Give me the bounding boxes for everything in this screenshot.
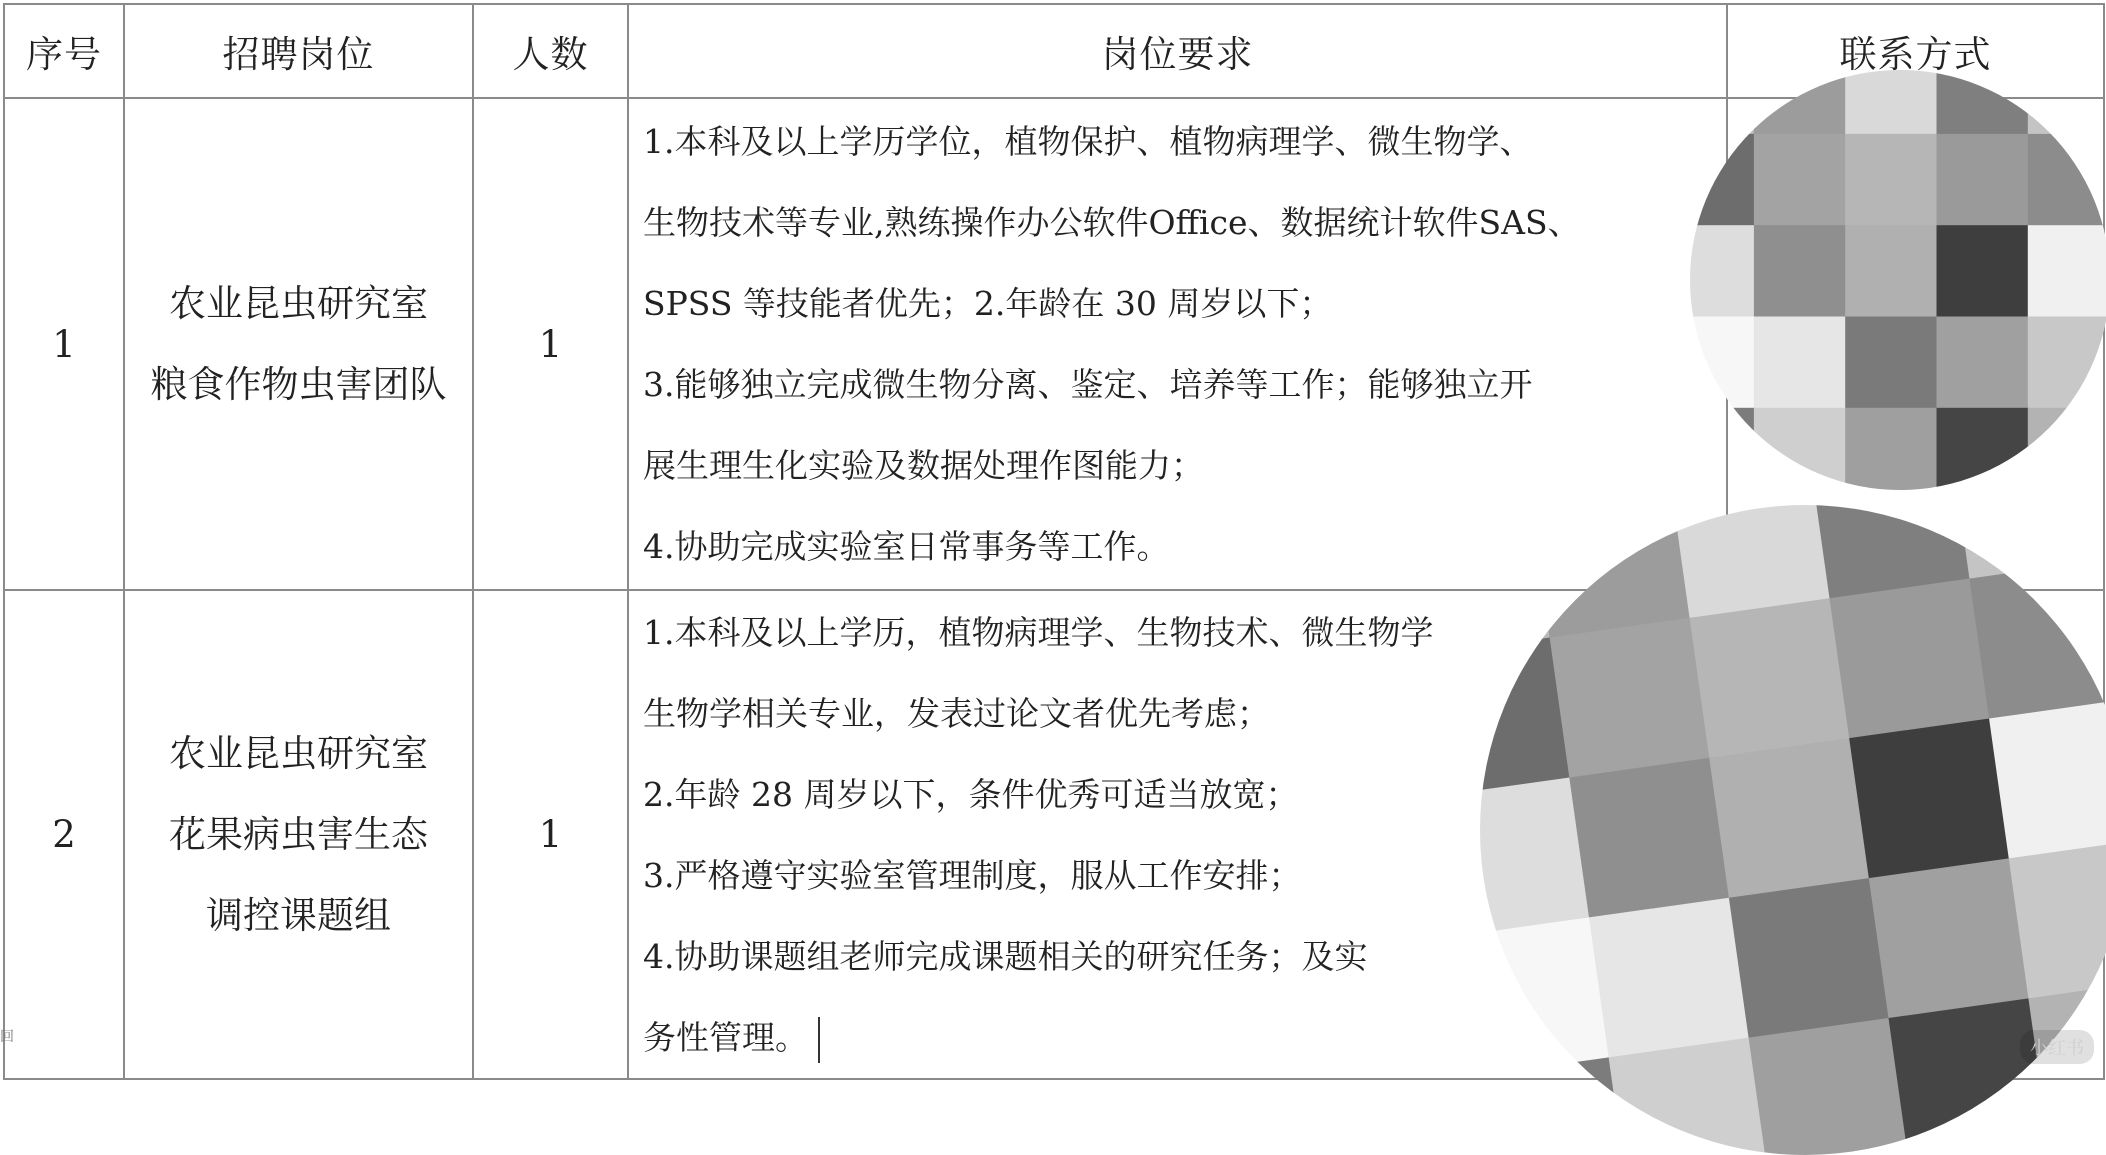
row-position	[124, 590, 473, 1079]
corner-mark: 回	[0, 1029, 14, 1045]
row-count-text: 1	[538, 813, 563, 856]
header-position: 招聘岗位	[124, 4, 473, 98]
requirement-line: 1.本科及以上学历学位，植物保护、植物病理学、微生物学、	[643, 122, 1533, 161]
requirement-line: SPSS 等技能者优先；2.年龄在 30 周岁以下；	[643, 284, 1333, 323]
mosaic-block	[1908, 1138, 2069, 1155]
mosaic-block	[1845, 317, 1937, 409]
mosaic-block	[1937, 317, 2029, 409]
mosaic-block	[1729, 878, 1890, 1039]
row-count-text: 1	[538, 322, 563, 366]
requirement-line: 展生理生化实验及数据处理作图能力；	[643, 446, 1204, 485]
requirement-text: 务性管理。	[643, 1017, 808, 1057]
row-index-text: 2	[52, 813, 76, 856]
mosaic-block	[1937, 225, 2029, 317]
position-line: 农业昆虫研究室	[169, 732, 428, 775]
mosaic-block	[2028, 225, 2106, 317]
position-line: 调控课题组	[206, 894, 391, 937]
table-header-row	[4, 4, 2104, 98]
mosaic-block	[1845, 70, 1937, 135]
header-contact: 联系方式	[1727, 4, 2104, 98]
mosaic-block	[1749, 1018, 1910, 1155]
row-index	[4, 98, 124, 590]
mosaic-block	[1690, 225, 1755, 317]
mosaic-block	[1569, 758, 1730, 919]
mosaic-block	[1829, 578, 1990, 739]
mosaic-block	[1845, 225, 1937, 317]
requirement-line: 生物学相关专业，发表过论文者优先考虑；	[643, 693, 1270, 733]
mosaic-block	[1709, 738, 1870, 899]
mosaic-block	[1754, 225, 1846, 317]
mosaic-block	[2048, 1118, 2106, 1155]
row-count	[473, 98, 628, 590]
mosaic-block	[1937, 134, 2029, 226]
header-requirements: 岗位要求	[628, 4, 1727, 98]
mosaic-block	[1849, 718, 2010, 879]
requirement-line: 4.协助完成实验室日常事务等工作。	[643, 527, 1170, 566]
text-cursor	[818, 1017, 820, 1063]
requirement-line: 4.协助课题组老师完成课题相关的研究任务；及实	[643, 936, 1368, 976]
position-line: 粮食作物虫害团队	[150, 363, 447, 406]
mosaic-block	[1989, 699, 2106, 860]
requirement-line: 3.能够独立完成微生物分离、鉴定、培养等工作；能够独立开	[643, 365, 1533, 404]
mosaic-grid	[1480, 505, 2106, 1155]
row-position	[124, 98, 473, 590]
header-index: 序号	[4, 4, 124, 98]
mosaic-block	[1480, 1077, 1489, 1155]
row-count	[473, 590, 628, 1079]
mosaic-block	[1550, 618, 1711, 779]
mosaic-block	[1845, 408, 1937, 490]
watermark-logo: 小红书	[2020, 1030, 2094, 1064]
requirement-line: 2.年龄 28 周岁以下，条件优秀可适当放宽；	[643, 774, 1299, 814]
position-line: 农业昆虫研究室	[169, 282, 428, 325]
mosaic-block	[1609, 1038, 1770, 1155]
position-line: 花果病虫害生态	[169, 813, 428, 856]
mosaic-blur-lower	[1480, 505, 2106, 1155]
mosaic-block	[1690, 598, 1851, 759]
mosaic-blur-upper	[1690, 70, 2106, 490]
mosaic-grid	[1690, 70, 2106, 490]
requirement-line: 1.本科及以上学历，植物病理学、生物技术、微生物学	[643, 612, 1434, 652]
mosaic-block	[1589, 898, 1750, 1059]
mosaic-block	[1754, 134, 1846, 226]
header-count: 人数	[473, 4, 628, 98]
mosaic-block	[1869, 858, 2030, 1019]
requirement-line: 生物技术等专业,熟练操作办公软件Office、数据统计软件SAS、	[643, 203, 1581, 242]
mosaic-block	[1754, 317, 1846, 409]
row-index-text: 1	[52, 322, 76, 366]
requirement-line: 3.严格遵守实验室管理制度，服从工作安排；	[643, 855, 1302, 895]
mosaic-block	[1845, 134, 1937, 226]
row-index	[4, 590, 124, 1079]
row-requirements[interactable]	[628, 98, 1727, 590]
